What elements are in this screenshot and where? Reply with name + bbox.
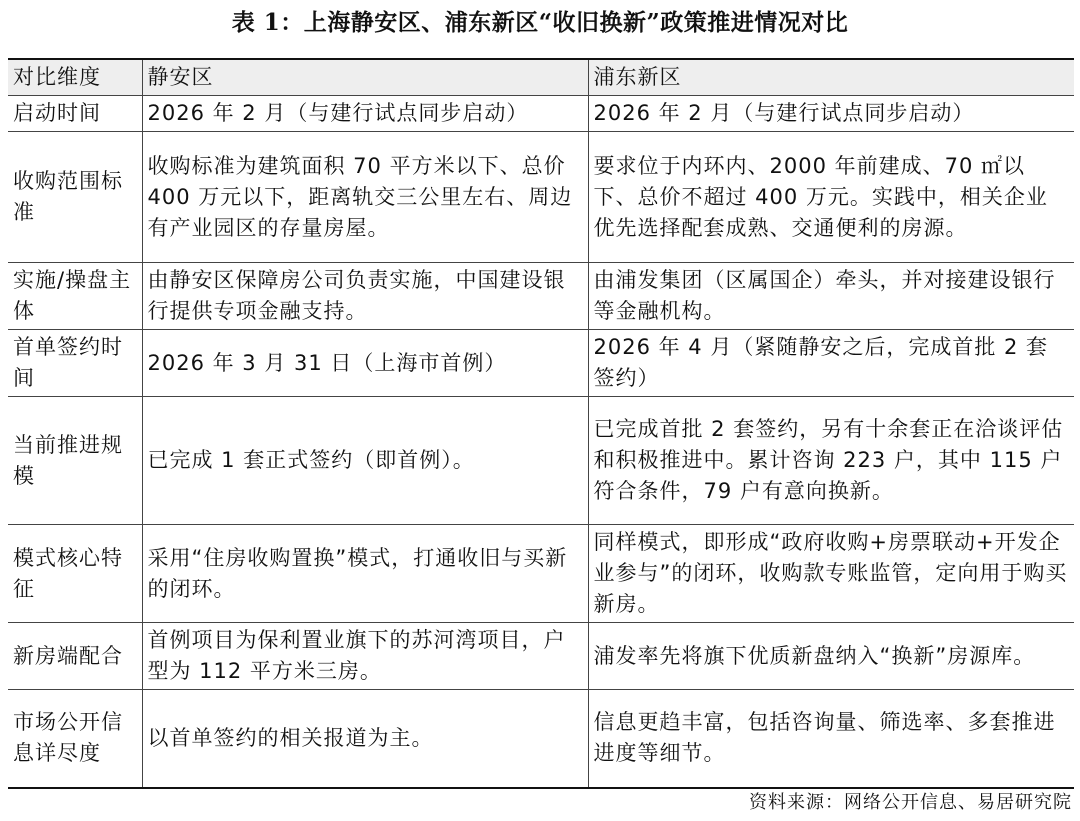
table-title: 表 1：上海静安区、浦东新区“收旧换新”政策推进情况对比 bbox=[231, 9, 849, 36]
table-row bbox=[8, 690, 1074, 788]
table-row bbox=[8, 623, 1074, 690]
row-pudong: 2026 年 2 月（与建行试点同步启动） bbox=[588, 96, 1074, 132]
row-dimension: 启动时间 bbox=[8, 96, 142, 132]
row-jingan: 采用“住房收购置换”模式，打通收旧与买新的闭环。 bbox=[142, 525, 588, 623]
row-jingan: 收购标准为建筑面积 70 平方米以下、总价 400 万元以下，距离轨交三公里左右、周边有产业园区的存量房屋。 bbox=[142, 132, 588, 263]
table-row bbox=[8, 330, 1074, 397]
header-pudong: 浦东新区 bbox=[588, 59, 1074, 96]
row-pudong: 浦发率先将旗下优质新盘纳入“换新”房源库。 bbox=[588, 623, 1074, 690]
row-jingan: 以首单签约的相关报道为主。 bbox=[142, 690, 588, 788]
source-note: 资料来源：网络公开信息、易居研究院 bbox=[749, 792, 1072, 813]
comparison-table bbox=[8, 58, 1074, 789]
table-row bbox=[8, 96, 1074, 132]
row-dimension: 市场公开信息详尽度 bbox=[8, 690, 142, 788]
row-pudong: 由浦发集团（区属国企）牵头，并对接建设银行等金融机构。 bbox=[588, 263, 1074, 330]
row-pudong: 要求位于内环内、2000 年前建成、70 ㎡以下、总价不超过 400 万元。实践中，相关企业优先选择配套成熟、交通便利的房源。 bbox=[588, 132, 1074, 263]
row-jingan: 由静安区保障房公司负责实施，中国建设银行提供专项金融支持。 bbox=[142, 263, 588, 330]
row-jingan: 2026 年 3 月 31 日（上海市首例） bbox=[142, 330, 588, 397]
row-jingan: 2026 年 2 月（与建行试点同步启动） bbox=[142, 96, 588, 132]
row-dimension: 收购范围标准 bbox=[8, 132, 142, 263]
row-dimension: 模式核心特征 bbox=[8, 525, 142, 623]
row-dimension: 新房端配合 bbox=[8, 623, 142, 690]
header-jingan: 静安区 bbox=[142, 59, 588, 96]
row-pudong: 信息更趋丰富，包括咨询量、筛选率、多套推进进度等细节。 bbox=[588, 690, 1074, 788]
row-jingan: 已完成 1 套正式签约（即首例）。 bbox=[142, 397, 588, 525]
row-jingan: 首例项目为保利置业旗下的苏河湾项目，户型为 112 平方米三房。 bbox=[142, 623, 588, 690]
table-row bbox=[8, 525, 1074, 623]
table-row bbox=[8, 263, 1074, 330]
row-dimension: 实施/操盘主体 bbox=[8, 263, 142, 330]
row-pudong: 同样模式，即形成“政府收购+房票联动+开发企业参与”的闭环，收购款专账监管，定向用于购买新房。 bbox=[588, 525, 1074, 623]
row-pudong: 已完成首批 2 套签约，另有十余套正在洽谈评估和积极推进中。累计咨询 223 户，其中 115 户符合条件，79 户有意向换新。 bbox=[588, 397, 1074, 525]
row-dimension: 首单签约时间 bbox=[8, 330, 142, 397]
table-row bbox=[8, 132, 1074, 263]
header-row bbox=[8, 59, 1074, 96]
header-dimension: 对比维度 bbox=[8, 59, 142, 96]
row-dimension: 当前推进规模 bbox=[8, 397, 142, 525]
table-row bbox=[8, 397, 1074, 525]
comparison-table-container bbox=[8, 58, 1074, 789]
row-pudong: 2026 年 4 月（紧随静安之后，完成首批 2 套签约） bbox=[588, 330, 1074, 397]
